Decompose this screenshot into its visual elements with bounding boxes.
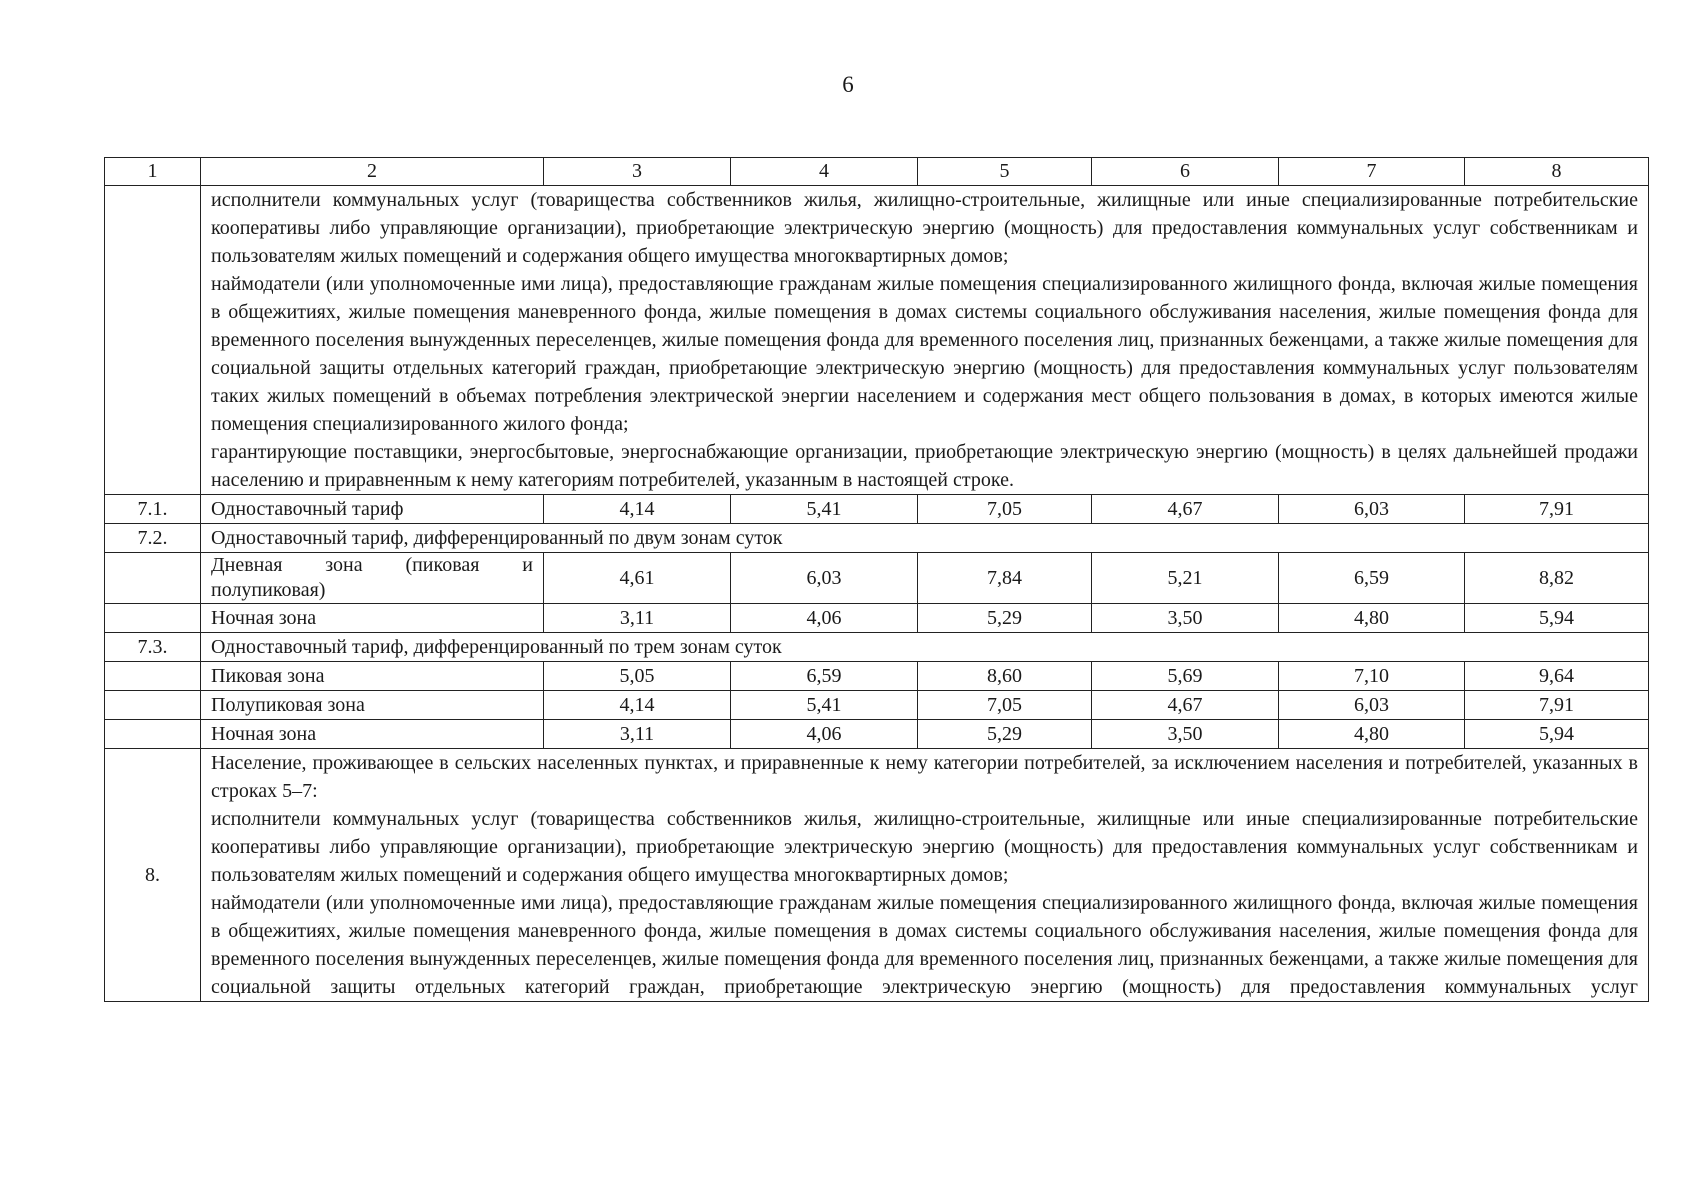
row-number-cell (105, 553, 201, 604)
value-cell: 4,80 (1279, 720, 1465, 749)
value-cell: 8,82 (1465, 553, 1649, 604)
value-cell: 3,11 (544, 720, 731, 749)
row-label-cell: Полупиковая зона (201, 691, 544, 720)
row-number-cell: 7.3. (105, 633, 201, 662)
value-cell: 3,11 (544, 604, 731, 633)
row-label-cell: Одноставочный тариф, дифференцированный по трем зонам суток (201, 633, 1649, 662)
row-label-cell: Ночная зона (201, 604, 544, 633)
value-cell: 5,29 (918, 720, 1092, 749)
value-cell: 7,05 (918, 495, 1092, 524)
value-cell: 8,60 (918, 662, 1092, 691)
value-cell: 6,03 (1279, 495, 1465, 524)
intro-text-cell (201, 186, 1649, 495)
value-cell: 4,67 (1092, 495, 1279, 524)
value-cell: 6,03 (1279, 691, 1465, 720)
value-cell: 9,64 (1465, 662, 1649, 691)
value-cell: 7,10 (1279, 662, 1465, 691)
table-row (105, 691, 1649, 720)
value-cell: 5,94 (1465, 604, 1649, 633)
value-cell: 3,50 (1092, 604, 1279, 633)
value-cell: 5,21 (1092, 553, 1279, 604)
row-8-paragraph: наймодатели (или уполномоченные ими лица), предоставляющие гражданам жилые помещения специализированного жилищного фонда, включая жилые помещения в общежитиях, жилые помещения маневренного фонда, жилые помещения в домах системы социального обслуживания населения, жилые помещения фонда для временного поселения вынужденных переселенцев, жилые помещения фонда для временного поселения лиц, признанных беженцами, а также жилые помещения для социальной защиты отдельных категорий граждан, приобретающие электрическую энергию (мощность) для предоставления коммунальных услуг (211, 892, 1638, 998)
header-cell: 1 (105, 158, 201, 186)
row-8-paragraph: исполнители коммунальных услуг (товарищества собственников жилья, жилищно-строительные, жилищные или иные специализированные потребительские кооперативы либо управляющие организации), приобретающие электрическую энергию (мощность) для предоставления коммунальных услуг собственникам и пользователям жилых помещений и содержания общего имущества многоквартирных домов; (211, 808, 1638, 886)
row-label-cell: Одноставочный тариф, дифференцированный по двум зонам суток (201, 524, 1649, 553)
value-cell: 5,94 (1465, 720, 1649, 749)
value-cell: 5,41 (731, 495, 918, 524)
value-cell: 4,06 (731, 720, 918, 749)
value-cell: 4,80 (1279, 604, 1465, 633)
table-row (105, 720, 1649, 749)
table-row (105, 553, 1649, 604)
row-number-cell: 7.2. (105, 524, 201, 553)
row-label-cell: Одноставочный тариф (201, 495, 544, 524)
row-number-cell: 8. (105, 749, 201, 1002)
header-cell: 4 (731, 158, 918, 186)
value-cell: 4,14 (544, 691, 731, 720)
tariff-table (104, 157, 1649, 1002)
row-number-cell (105, 604, 201, 633)
table-row (105, 495, 1649, 524)
header-cell: 5 (918, 158, 1092, 186)
value-cell: 4,06 (731, 604, 918, 633)
intro-paragraph: гарантирующие поставщики, энергосбытовые, энергоснабжающие организации, приобретающие электрическую энергию (мощность) в целях дальнейшей продажи населению и приравненным к нему категориям потребителей, указанным в настоящей строке. (211, 441, 1638, 491)
intro-row (105, 186, 1649, 495)
value-cell: 7,05 (918, 691, 1092, 720)
table-row (105, 662, 1649, 691)
intro-paragraph: исполнители коммунальных услуг (товарищества собственников жилья, жилищно-строительные, жилищные или иные специализированные потребительские кооперативы либо управляющие организации), приобретающие электрическую энергию (мощность) для предоставления коммунальных услуг собственникам и пользователям жилых помещений и содержания общего имущества многоквартирных домов; (211, 189, 1638, 267)
value-cell: 7,91 (1465, 691, 1649, 720)
value-cell: 7,91 (1465, 495, 1649, 524)
header-row (105, 158, 1649, 186)
row-8-text-cell (201, 749, 1649, 1002)
value-cell: 6,03 (731, 553, 918, 604)
value-cell: 4,14 (544, 495, 731, 524)
table-row (105, 524, 1649, 553)
row-number-cell (105, 691, 201, 720)
row-number-cell (105, 186, 201, 495)
value-cell: 5,29 (918, 604, 1092, 633)
row-label-cell: Дневная зона (пиковая и полупиковая) (201, 553, 544, 604)
header-cell: 6 (1092, 158, 1279, 186)
value-cell: 3,50 (1092, 720, 1279, 749)
row-8-paragraph: Население, проживающее в сельских населенных пунктах, и приравненные к нему категории потребителей, за исключением населения и потребителей, указанных в строках 5–7: (211, 752, 1638, 802)
value-cell: 6,59 (731, 662, 918, 691)
value-cell: 4,61 (544, 553, 731, 604)
row-label-cell: Пиковая зона (201, 662, 544, 691)
row-8 (105, 749, 1649, 1002)
header-cell: 3 (544, 158, 731, 186)
row-number-cell (105, 662, 201, 691)
value-cell: 6,59 (1279, 553, 1465, 604)
row-number-cell (105, 720, 201, 749)
header-cell: 8 (1465, 158, 1649, 186)
value-cell: 7,84 (918, 553, 1092, 604)
value-cell: 4,67 (1092, 691, 1279, 720)
value-cell: 5,05 (544, 662, 731, 691)
row-number-cell: 7.1. (105, 495, 201, 524)
intro-paragraph: наймодатели (или уполномоченные ими лица), предоставляющие гражданам жилые помещения специализированного жилищного фонда, включая жилые помещения в общежитиях, жилые помещения маневренного фонда, жилые помещения в домах системы социального обслуживания населения, жилые помещения фонда для временного поселения вынужденных переселенцев, жилые помещения фонда для временного поселения лиц, признанных беженцами, а также жилые помещения для социальной защиты отдельных категорий граждан, приобретающие электрическую энергию (мощность) для предоставления коммунальных услуг пользователям таких жилых помещений в объемах потребления электрической энергии населением и содержания мест общего пользования в домах, в которых имеются жилые помещения специализированного жилого фонда; (211, 273, 1638, 435)
row-label-cell: Ночная зона (201, 720, 544, 749)
table-row (105, 604, 1649, 633)
value-cell: 5,41 (731, 691, 918, 720)
header-cell: 2 (201, 158, 544, 186)
page-number: 6 (842, 72, 854, 97)
value-cell: 5,69 (1092, 662, 1279, 691)
header-cell: 7 (1279, 158, 1465, 186)
table-row (105, 633, 1649, 662)
